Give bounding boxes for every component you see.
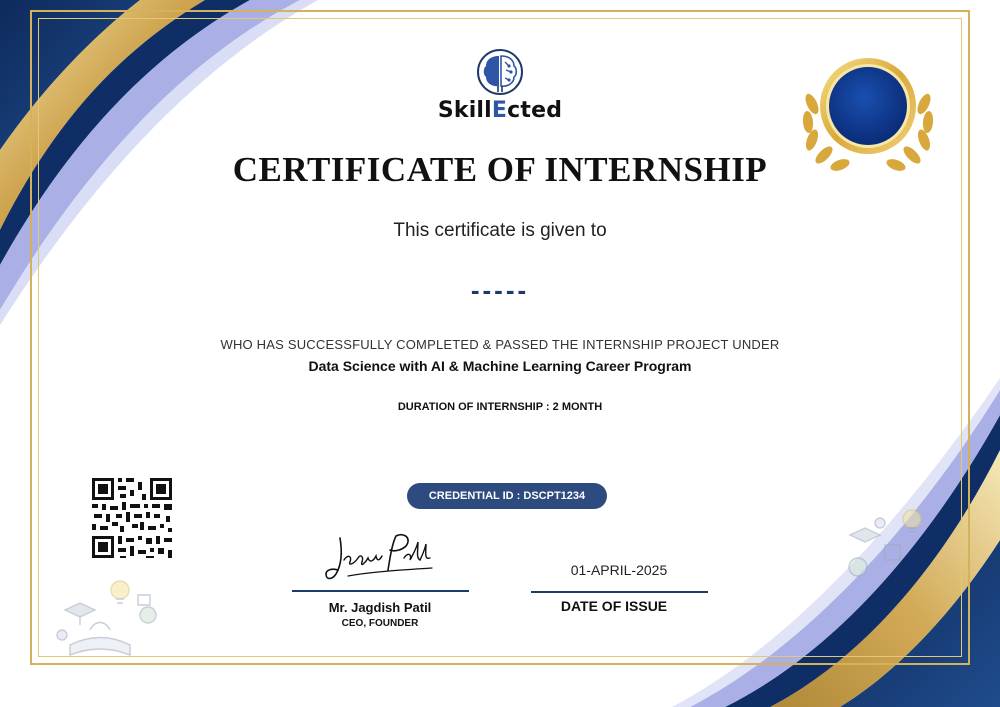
issue-date: 01-APRIL-2025: [570, 562, 668, 578]
signature-line: [292, 590, 469, 592]
skillected-logo: [415, 48, 585, 136]
date-line: [531, 591, 708, 593]
brain-icon: [475, 48, 525, 96]
credential-id-badge: CREDENTIAL ID : DSCPT1234: [407, 483, 607, 509]
signature-mark: [320, 530, 440, 588]
completion-statement: WHO HAS SUCCESSFULLY COMPLETED & PASSED THE INTERNSHIP PROJECT UNDER: [220, 337, 780, 352]
given-to-text: This certificate is given to: [393, 220, 607, 241]
internship-duration: DURATION OF INTERNSHIP : 2 MONTH: [397, 401, 603, 413]
qr-code-icon: [90, 476, 174, 560]
date-of-issue-label: DATE OF ISSUE: [560, 598, 668, 614]
education-doodle-icon: [840, 505, 940, 585]
recipient-name: -----: [470, 275, 530, 305]
signatory-role: CEO, FOUNDER: [341, 618, 419, 629]
certificate-title: CERTIFICATE OF INTERNSHIP: [232, 150, 768, 189]
education-doodle-icon: [50, 575, 170, 660]
program-name: Data Science with AI & Machine Learning Career Program: [308, 358, 692, 374]
signatory-name: Mr. Jagdish Patil: [328, 600, 432, 615]
logo-wordmark: SkillEcted: [437, 98, 563, 123]
